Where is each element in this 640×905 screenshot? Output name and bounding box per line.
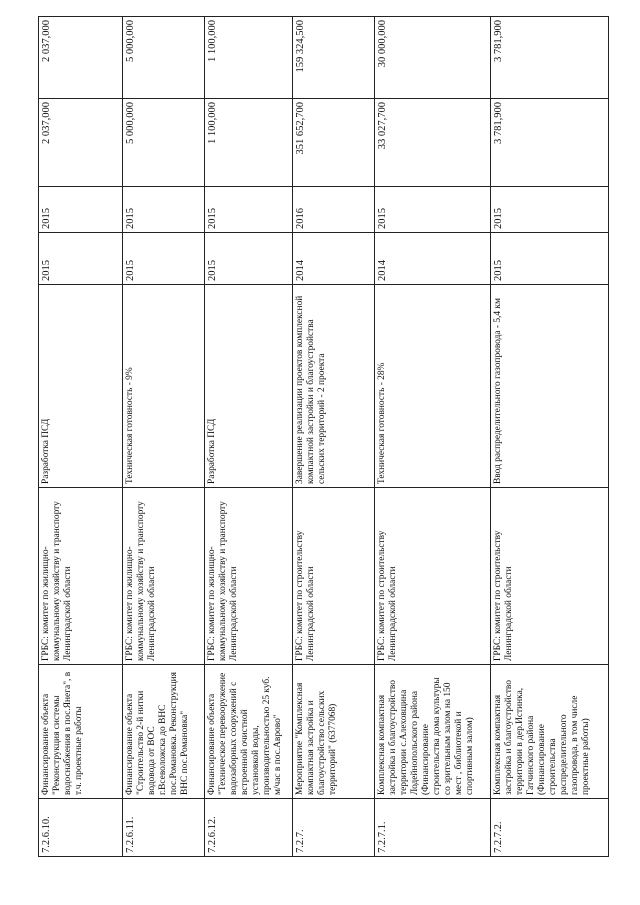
measure-name: Финансирование объекта "Строительство 2-й нитки водовода от ВОС г.Всеволожска до ВНС пос.Романовка. Реконструкция ВНС пос.Романовка" xyxy=(123,665,205,799)
measure-name: Комплексная компактная застройка и благоустройство территории с.Алеховщина Лодейнопольского района (Финансирование строительства дома культуры со зрительным залом на 150 мест , библиотекой и спортивным залом) xyxy=(375,665,491,799)
measure-name: Финансирование объекта "Реконструкция системы водоснабжения в пос.Янега", в т.ч. проектные работы xyxy=(39,665,123,799)
measure-name: Комплексная компактная застройка и благоустройство территории в дер.Истинка, Гатчинского района (Финансирование строительства распределительного газопровода, в том числе проектные работы) xyxy=(491,665,609,799)
result-cell: Ввод распределительного газопровода - 5,4 км xyxy=(491,285,609,488)
total-amount: 351 652,700 xyxy=(293,99,375,187)
total-amount: 5 000,000 xyxy=(123,99,205,187)
period-amount: 159 324,500 xyxy=(293,17,375,99)
table-row xyxy=(491,17,609,857)
table-row xyxy=(293,17,375,857)
row-number: 7.2.7.2. xyxy=(491,799,609,857)
grbs-cell: ГРБС: комитет по строительству Ленинградской области xyxy=(293,488,375,665)
end-year: 2015 xyxy=(491,187,609,233)
end-year: 2015 xyxy=(375,187,491,233)
total-amount: 1 100,000 xyxy=(205,99,293,187)
grbs-cell: ГРБС: комитет по строительству Ленинградской области xyxy=(375,488,491,665)
result-cell: Завершение реализации проектов комплексной компактной застройки и благоустройства сельских территорий - 2 проекта xyxy=(293,285,375,488)
measure-name: Мероприятие "Комплексная компактная застройка и благоустройство сельских территорий" (6377068) xyxy=(293,665,375,799)
row-number: 7.2.6.12. xyxy=(205,799,293,857)
start-year: 2015 xyxy=(39,233,123,285)
total-amount: 2 037,000 xyxy=(39,99,123,187)
start-year: 2015 xyxy=(205,233,293,285)
rotated-table-container xyxy=(38,17,608,857)
result-cell: Техническая готовность - 9% xyxy=(123,285,205,488)
end-year: 2015 xyxy=(39,187,123,233)
program-table xyxy=(38,16,609,857)
table-body xyxy=(39,17,609,857)
table-row xyxy=(39,17,123,857)
row-number: 7.2.7. xyxy=(293,799,375,857)
end-year: 2016 xyxy=(293,187,375,233)
period-amount: 1 100,000 xyxy=(205,17,293,99)
result-cell: Техническая готовность - 28% xyxy=(375,285,491,488)
grbs-cell: ГРБС: комитет по жилищно-коммунальному хозяйству и транспорту Ленинградской области xyxy=(39,488,123,665)
start-year: 2014 xyxy=(375,233,491,285)
row-number: 7.2.6.11. xyxy=(123,799,205,857)
period-amount: 2 037,000 xyxy=(39,17,123,99)
total-amount: 3 781,900 xyxy=(491,99,609,187)
table-row xyxy=(123,17,205,857)
start-year: 2014 xyxy=(293,233,375,285)
total-amount: 33 027,700 xyxy=(375,99,491,187)
end-year: 2015 xyxy=(123,187,205,233)
start-year: 2015 xyxy=(123,233,205,285)
result-cell: Разработка ПСД xyxy=(39,285,123,488)
row-number: 7.2.6.10. xyxy=(39,799,123,857)
end-year: 2015 xyxy=(205,187,293,233)
table-row xyxy=(205,17,293,857)
grbs-cell: ГРБС: комитет по жилищно-коммунальному хозяйству и транспорту Ленинградской области xyxy=(123,488,205,665)
period-amount: 5 000,000 xyxy=(123,17,205,99)
result-cell: Разработка ПСД xyxy=(205,285,293,488)
start-year: 2015 xyxy=(491,233,609,285)
measure-name: Финансирование объекта "Техническое перевооружение водозаборных сооружений с встроенной очистной установкой воды, производительностью 25 куб. м/час в пос.Аврово" xyxy=(205,665,293,799)
period-amount: 3 781,900 xyxy=(491,17,609,99)
row-number: 7.2.7.1. xyxy=(375,799,491,857)
grbs-cell: ГРБС: комитет по строительству Ленинградской области xyxy=(491,488,609,665)
table-row xyxy=(375,17,491,857)
period-amount: 30 000,000 xyxy=(375,17,491,99)
grbs-cell: ГРБС: комитет по жилищно-коммунальному хозяйству и транспорту Ленинградской области xyxy=(205,488,293,665)
